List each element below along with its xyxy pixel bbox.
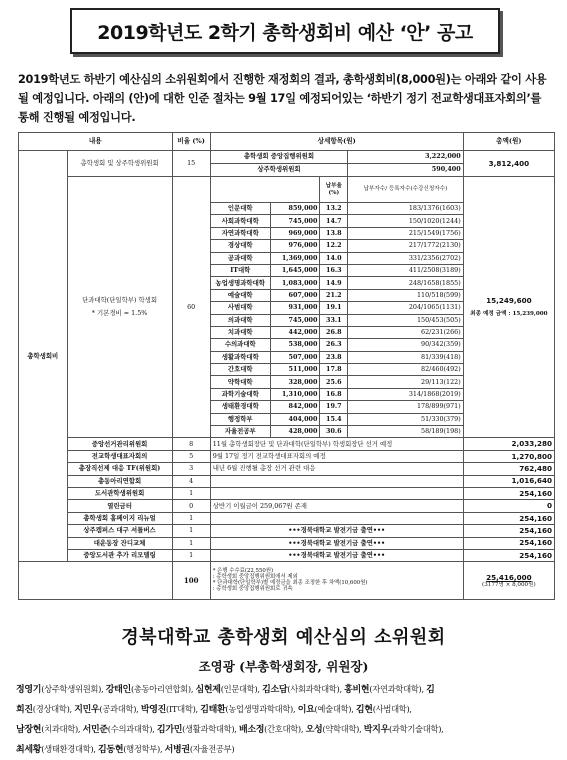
member-affiliation: (경상대학), — [32, 704, 75, 714]
row-name: 상주캠퍼스 대구 셔틀버스 — [67, 525, 172, 537]
table-row — [19, 549, 555, 561]
college-total-note: 최종 예정 금액 : 15,239,000 — [470, 311, 548, 318]
member-name: 김 — [426, 685, 435, 695]
member-affiliation: (간호대학), — [264, 724, 306, 734]
table-row — [19, 500, 555, 512]
college-row-payers: 183/1376(1603) — [348, 203, 464, 215]
member-name: 지민우 — [74, 705, 100, 715]
member-name: 박영진 — [140, 705, 167, 715]
table-row — [19, 525, 555, 537]
college-row-name: 생활과학대학 — [210, 351, 270, 363]
row-total: 0 — [463, 500, 554, 512]
college-row-rate: 13.2 — [320, 203, 348, 215]
college-row-rate: 14.7 — [320, 215, 348, 227]
member-affiliation: (총동아리연합회), — [130, 684, 196, 694]
member-name: 서민준 — [82, 725, 108, 735]
college-row-name: 사범대학 — [210, 302, 270, 314]
member-affiliation: (예술대학), — [314, 704, 356, 714]
member-name: 홍비현 — [344, 685, 370, 695]
college-row-rate: 21.2 — [320, 289, 348, 301]
row-name: 도서관학생위원회 — [67, 487, 172, 499]
row-detail: •••경북대학교 발전기금 출연••• — [210, 549, 463, 561]
table-row — [19, 537, 555, 549]
header-content: 내용 — [19, 133, 173, 151]
member-affiliation: (약학대학), — [322, 724, 364, 734]
college-row-payers: 29/113(122) — [348, 376, 464, 388]
college-row-name: IT대학 — [210, 264, 270, 276]
member-name: 오성 — [305, 725, 323, 735]
college-row-rate: 16.3 — [320, 264, 348, 276]
college-row-payers: 58/189(198) — [348, 426, 464, 438]
committee-members — [16, 680, 556, 760]
member-affiliation: (자연과학대학), — [369, 684, 427, 694]
college-row-amount: 1,645,000 — [270, 264, 320, 276]
college-row-amount: 745,000 — [270, 215, 320, 227]
college-row-amount: 745,000 — [270, 314, 320, 326]
member-affiliation: (인문대학), — [220, 684, 263, 694]
council-item-amount: 590,400 — [348, 164, 464, 177]
college-total — [463, 177, 554, 438]
member-name: 강태인 — [105, 685, 131, 695]
final-ratio: 100 — [172, 562, 210, 600]
row-name: 중앙선거관리위원회 — [67, 438, 172, 450]
row-detail — [210, 512, 463, 524]
row-detail: •••경북대학교 발전기금 출연••• — [210, 537, 463, 549]
college-row-amount: 859,000 — [270, 203, 320, 215]
row-total: 1,016,640 — [463, 475, 554, 487]
member-affiliation: (행정학부), — [123, 744, 165, 754]
college-row-name: 수의과대학 — [210, 339, 270, 351]
college-row-rate: 14.9 — [320, 277, 348, 289]
member-name: 배소정 — [238, 725, 265, 735]
row-name: 총장직선제 대응 TF(위원회) — [67, 463, 172, 475]
college-subheader-blank — [210, 177, 320, 203]
college-row-payers: 150/1020(1244) — [348, 215, 464, 227]
college-row-payers: 82/460(492) — [348, 364, 464, 376]
college-name-text: 단과대학(단일학부) 학생회 — [82, 296, 158, 305]
college-row-payers: 178/899(971) — [348, 401, 464, 413]
member-affiliation: (IT대학), — [166, 704, 201, 714]
college-row-rate: 19.7 — [320, 401, 348, 413]
council-item-label: 총학생회 중앙집행위원회 — [210, 151, 347, 164]
row-total: 254,160 — [463, 537, 554, 549]
college-row-rate: 13.8 — [320, 227, 348, 239]
member-name: 희진 — [16, 705, 33, 715]
header-total: 총액(원) — [463, 133, 554, 151]
college-row-payers: 150/453(505) — [348, 314, 464, 326]
header-ratio: 비율 (%) — [172, 133, 210, 151]
college-name — [67, 177, 172, 438]
college-row-payers: 248/1658(1855) — [348, 277, 464, 289]
committee-chair: 조영광 (부총학생회장, 위원장) — [198, 659, 369, 674]
members-line — [16, 700, 556, 720]
council-item-label: 상주학생위원회 — [210, 164, 347, 177]
college-row-payers: 215/1549(1756) — [348, 227, 464, 239]
members-line — [16, 680, 556, 700]
college-row-payers: 204/1065(1131) — [348, 302, 464, 314]
row-total: 254,160 — [463, 525, 554, 537]
college-row-rate: 16.8 — [320, 388, 348, 400]
row-total: 254,160 — [463, 487, 554, 499]
member-name: 정영기 — [16, 685, 42, 695]
college-row-amount: 442,000 — [270, 326, 320, 338]
member-affiliation: (공과대학), — [99, 704, 141, 714]
college-row-name: 치과대학 — [210, 326, 270, 338]
college-row-name: 경상대학 — [210, 240, 270, 252]
row-detail: •••경북대학교 발전기금 출연••• — [210, 525, 463, 537]
college-row-amount: 1,369,000 — [270, 252, 320, 264]
college-row-name: 의과대학 — [210, 314, 270, 326]
member-name: 박지우 — [363, 725, 389, 735]
header-details: 상세항목(원) — [210, 133, 463, 151]
member-name: 김가민 — [156, 725, 183, 735]
college-row-rate: 23.8 — [320, 351, 348, 363]
college-row-amount: 538,000 — [270, 339, 320, 351]
college-row-amount: 607,000 — [270, 289, 320, 301]
final-total — [463, 562, 554, 600]
college-row-amount: 842,000 — [270, 401, 320, 413]
member-name: 김동현 — [98, 745, 124, 755]
member-affiliation: (과학기술대학), — [388, 724, 444, 734]
college-row-payers: 62/231(266) — [348, 326, 464, 338]
college-row-payers: 110/518(599) — [348, 289, 464, 301]
college-row-name: 인문대학 — [210, 203, 270, 215]
final-note-line: * 단과대학(단일학부)별 예정금을 최종 조정한 후 차액(10,600원) — [212, 579, 368, 586]
row-name: 중앙도서관 추가 리모델링 — [67, 549, 172, 561]
college-row-payers: 314/1868(2019) — [348, 388, 464, 400]
college-row-rate: 19.1 — [320, 302, 348, 314]
college-row-amount: 969,000 — [270, 227, 320, 239]
member-affiliation: (생태환경대학), — [41, 744, 99, 754]
row-name: 전교학생대표자회의 — [67, 450, 172, 462]
final-total-amount: 25,416,000 — [486, 572, 532, 582]
college-row-amount: 1,083,000 — [270, 277, 320, 289]
final-note-line: * 은행 수수료(22,550원) — [212, 567, 274, 574]
member-name: 이요 — [297, 705, 315, 715]
member-affiliation: (자율전공부) — [189, 744, 235, 754]
college-row-amount: 1,310,000 — [270, 388, 320, 400]
college-row-name: 생태환경대학 — [210, 401, 270, 413]
row-ratio: 1 — [172, 525, 210, 537]
college-basis: * 기본경비 = 1.5% — [91, 309, 148, 318]
college-row-payers: 51/330(379) — [348, 413, 464, 425]
council-total: 3,812,400 — [463, 151, 554, 177]
member-affiliation: (사회과학대학), — [287, 684, 345, 694]
row-ratio: 1 — [172, 487, 210, 499]
table-row-final — [19, 562, 555, 600]
member-name: 김현 — [355, 705, 373, 715]
college-row-rate: 25.6 — [320, 376, 348, 388]
college-row-name: 공과대학 — [210, 252, 270, 264]
table-row — [19, 177, 555, 203]
members-line — [16, 720, 556, 740]
college-ratio: 60 — [172, 177, 210, 438]
table-row — [19, 463, 555, 475]
row-ratio: 8 — [172, 438, 210, 450]
table-row — [19, 512, 555, 524]
row-total: 254,160 — [463, 512, 554, 524]
college-row-rate: 15.4 — [320, 413, 348, 425]
college-row-amount: 507,000 — [270, 351, 320, 363]
college-row-rate: 12.2 — [320, 240, 348, 252]
final-total-note: (3177명 × 8,000원) — [482, 581, 536, 588]
final-blank — [19, 562, 173, 600]
member-name: 심현제 — [195, 685, 221, 695]
row-name: 총학생회 홈페이지 리뉴얼 — [67, 512, 172, 524]
council-item-amount: 3,222,000 — [348, 151, 464, 164]
college-row-name: 간호대학 — [210, 364, 270, 376]
table-row — [19, 487, 555, 499]
row-ratio: 5 — [172, 450, 210, 462]
member-affiliation: (수의과대학), — [107, 724, 157, 734]
college-row-name: 행정학부 — [210, 413, 270, 425]
row-ratio: 3 — [172, 463, 210, 475]
member-affiliation: (농업생명과학대학), — [225, 704, 298, 714]
college-row-name: 농업생명과학대학 — [210, 277, 270, 289]
council-name: 총학생회 및 상주학생위원회 — [67, 151, 172, 177]
college-row-amount: 404,000 — [270, 413, 320, 425]
member-name: 서병권 — [164, 745, 190, 755]
row-detail — [210, 487, 463, 499]
college-row-name: 자율전공부 — [210, 426, 270, 438]
subheader-rate: 납부율 (%) — [320, 177, 348, 203]
row-detail: 11월 총학생회장단 및 단과대학(단일학부) 학생회장단 선거 예정 — [210, 438, 463, 450]
committee-title: 경북대학교 총학생회 예산심의 소위원회 — [121, 627, 446, 648]
page-title: 2019학년도 2학기 총학생회비 예산 ‘안’ 공고 — [70, 8, 500, 54]
college-row-amount: 976,000 — [270, 240, 320, 252]
college-row-rate: 14.0 — [320, 252, 348, 264]
college-row-name: 과학기술대학 — [210, 388, 270, 400]
members-line — [16, 740, 556, 760]
row-total: 1,270,800 — [463, 450, 554, 462]
member-affiliation: (사범대학), — [372, 704, 412, 714]
final-note-line: : 총학생회 중앙집행위원회에서 제외 — [212, 573, 298, 580]
row-total: 762,480 — [463, 463, 554, 475]
row-ratio: 1 — [172, 549, 210, 561]
college-row-name: 자연과학대학 — [210, 227, 270, 239]
college-row-amount: 931,000 — [270, 302, 320, 314]
group-label: 총학생회비 — [19, 151, 68, 562]
final-notes — [210, 562, 463, 600]
college-row-amount: 328,000 — [270, 376, 320, 388]
college-row-amount: 428,000 — [270, 426, 320, 438]
college-row-rate: 30.6 — [320, 426, 348, 438]
row-ratio: 1 — [172, 537, 210, 549]
college-row-name: 예술대학 — [210, 289, 270, 301]
table-header-row — [19, 133, 555, 151]
member-name: 김태환 — [200, 705, 226, 715]
row-detail: 내년 6월 진행될 총장 선거 관련 대응 — [210, 463, 463, 475]
college-row-payers: 217/1772(2130) — [348, 240, 464, 252]
table-row — [19, 151, 555, 164]
member-affiliation: (치과대학), — [41, 724, 83, 734]
college-row-payers: 81/339(418) — [348, 351, 464, 363]
college-total-amount: 15,249,600 — [486, 296, 532, 306]
final-note-line: : 총학생회 중앙집행위원회로 귀속 — [212, 585, 293, 592]
table-row — [19, 438, 555, 450]
college-row-name: 사회과학대학 — [210, 215, 270, 227]
row-detail: 상반기 이월금이 259,067원 존재 — [210, 500, 463, 512]
row-ratio: 1 — [172, 512, 210, 524]
member-affiliation: (상주학생위원회), — [41, 684, 106, 694]
college-row-rate: 26.8 — [320, 326, 348, 338]
college-row-name: 약학대학 — [210, 376, 270, 388]
college-row-payers: 411/2508(3189) — [348, 264, 464, 276]
row-ratio: 0 — [172, 500, 210, 512]
member-name: 김소담 — [262, 685, 288, 695]
row-name: 총동아리연합회 — [67, 475, 172, 487]
budget-table — [18, 132, 555, 600]
college-row-amount: 511,000 — [270, 364, 320, 376]
row-detail — [210, 475, 463, 487]
row-name: 열린금터 — [67, 500, 172, 512]
row-name: 대운동장 잔디교체 — [67, 537, 172, 549]
row-total: 254,160 — [463, 549, 554, 561]
row-total: 2,033,280 — [463, 438, 554, 450]
table-row — [19, 450, 555, 462]
row-ratio: 4 — [172, 475, 210, 487]
college-row-payers: 90/342(359) — [348, 339, 464, 351]
subheader-payers: 납부자수/ 등록자수(수강신청자수) — [348, 177, 464, 203]
council-ratio: 15 — [172, 151, 210, 177]
row-detail: 9월 17일 정기 전교학생대표자회의 예정 — [210, 450, 463, 462]
intro-paragraph: 2019학년도 하반기 예산심의 소위원회에서 진행한 재정회의 결과, 총학생회비(8,000원)는 아래와 같이 사용될 예정입니다. 아래의 (안)에 대한 인준 절차는 9월 17일 예정되어있는 ‘하반기 정기 전교학생대표자회의’를 통해 진행될 예정입니다. — [18, 73, 547, 124]
college-row-rate: 17.8 — [320, 364, 348, 376]
member-name: 남장현 — [16, 725, 42, 735]
college-row-rate: 33.1 — [320, 314, 348, 326]
college-row-rate: 26.3 — [320, 339, 348, 351]
college-row-payers: 331/2356(2702) — [348, 252, 464, 264]
member-name: 최세황 — [16, 745, 42, 755]
member-affiliation: (생활과학대학), — [182, 724, 239, 734]
table-row — [19, 475, 555, 487]
